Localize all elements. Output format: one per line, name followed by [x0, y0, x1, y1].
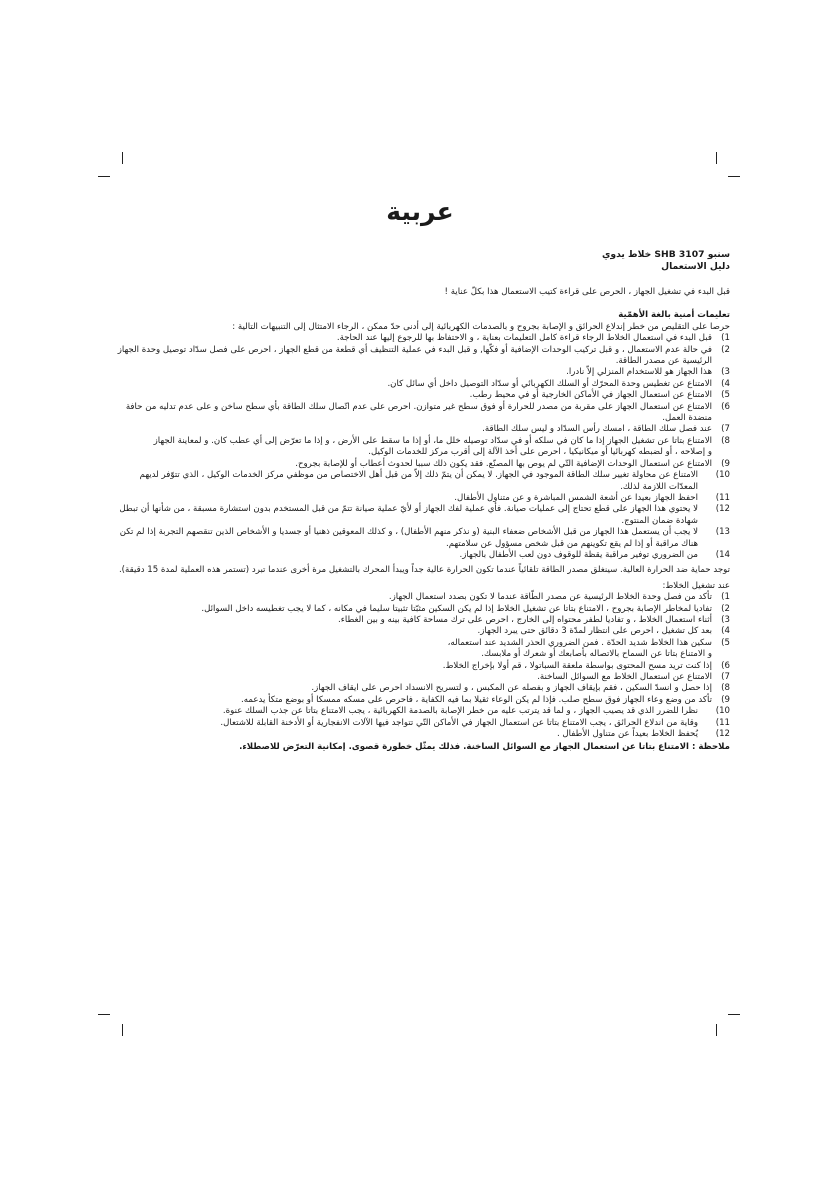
crop-mark-top-right-h: [728, 176, 740, 177]
safety-list: [110, 333, 730, 561]
safety-instruction-item: [110, 379, 730, 390]
safety-instruction-item-number: 11): [715, 492, 730, 503]
safety-instruction-item-text: و إصلاحه ، أو لضبطه كهربائيا أو ميكانيكيا ، احرص على أخذ الآلة إلى أقرب مركز للخدمات الوكيل.: [368, 447, 712, 458]
operation-instruction-item-text: و الامتناع بتاتا عن السماح بالاتصاله بأصابعك أو شعرك أو ملابسك.: [481, 649, 712, 660]
intro-text: قبل البدء في تشغيل الجهاز ، الحرص على قراءة كتيب الاستعمال هذا بكلّ عناية !: [444, 287, 730, 297]
safety-instruction-item-text: الامتناع عن استعمال الوحدات الإضافية التّي لم يوص بها المصنّع. فقد يكون ذلك سببا لحدوث أعطاب أو للإصابة بجروح.: [295, 458, 712, 469]
safety-instruction-item-text: الامتناع عن محاولة تغيير سلك الطاقة الموجود في الجهاز. لا يمكن أن يتمّ ذلك إلاّ من قبل أهل الاختصاص من موظفي مركز الخدمات الوكيل ، الذي تتوّفر لديهم المعدّات اللازمة لذلك.: [139, 470, 698, 492]
operation-instruction-item: [110, 672, 730, 683]
operation-instruction-item: [110, 695, 730, 706]
operation-instruction-item-text: أثناء استعمال الخلاط ، و تفاديا لطفر محتواه إلى الخارج ، احرص على ترك مساحة كافية بينه و بين الغطاء.: [338, 614, 712, 625]
safety-instruction-item-text: احفظ الجهاز بعيدا عن أشعة الشمس المباشرة و عن متناول الأطفال.: [454, 492, 698, 503]
safety-instruction-item: [110, 550, 730, 561]
safety-instruction-item-number: 9): [721, 458, 730, 469]
operation-heading: عند تشغيل الخلاط:: [662, 580, 730, 591]
crop-mark-top-left: [122, 152, 123, 164]
product-name: سنبو SHB 3107 خلاط يدوي: [601, 249, 730, 260]
operation-instruction-item-text: سكين هذا الخلاط شديد الحدّة . فمن الضروري الحذر الشديد عند استعماله،: [447, 637, 712, 648]
safety-instruction-item: [110, 470, 730, 493]
safety-instruction-item-number: 13): [715, 527, 730, 538]
safety-instruction-item-number: 7): [721, 424, 730, 435]
operation-instruction-item-text: نظرا للضرر الذي قد يصيب الجهاز ، و لما قد يترتب عليه من خطر الإصابة بالصدمة الكهربائية ، يجب الامتناع بتاتا عن جذب السلك عنوة.: [222, 706, 698, 717]
safety-instruction-item-number: 14): [715, 549, 730, 560]
operation-instruction-item-number: 7): [721, 672, 730, 682]
operation-instruction-item-number: 5): [721, 637, 730, 648]
crop-mark-bottom-right-h: [728, 1014, 740, 1015]
operation-instruction-item: [110, 683, 730, 694]
safety-instruction-item: [110, 447, 730, 458]
operation-list: [110, 592, 730, 740]
safety-instruction-item-number: 2): [721, 344, 730, 355]
safety-heading: تعليمات أمنية بالغة الأهمّية: [618, 310, 730, 321]
operation-instruction-item: [110, 706, 730, 717]
crop-mark-top-right: [716, 152, 717, 164]
operation-instruction-item-text: يُحفظ الخلاط بعيداً عن متناول الأطفال .: [556, 729, 698, 740]
manual-page: [110, 195, 730, 754]
crop-mark-bottom-left: [122, 1024, 123, 1036]
warning-note: ملاحظة : الامتناع بتاتا عن استعمال الجهاز مع السوائل الساخنة. فذلك يمثّل خطورة قصوى. إمكانية التعرّض للاصطلاء.: [239, 742, 730, 753]
safety-instruction-item-number: 12): [715, 504, 730, 515]
operation-instruction-item: [110, 729, 730, 740]
safety-instruction-item-text: قبل البدء في استعمال الخلاط الرجاء قراءة كامل التعليمات بعناية ، و الاحتفاظ بها للرجوع إليها عند الحاجة.: [336, 333, 712, 344]
safety-instruction-item-text: الامتناع عن تغطيس وحدة المحرّك أو السلك الكهربائي أو سدّاد التوصيل داخل أي سائل كان.: [387, 378, 712, 389]
safety-instruction-item: [110, 459, 730, 470]
language-title: عربية: [386, 197, 454, 226]
safety-instruction-item: [110, 527, 730, 550]
safety-instruction-item: [110, 367, 730, 378]
operation-instruction-item-text: إذا كنت تريد مسح المحتوى بواسطة ملعقة السباتولا ، قم أولا بإخراج الخلاط.: [442, 660, 712, 671]
operation-instruction-item: [110, 718, 730, 729]
safety-instruction-item: [110, 504, 730, 527]
safety-instruction-item-number: 4): [721, 378, 730, 389]
safety-instruction-item-number: 6): [721, 401, 730, 412]
operation-instruction-item-number: 6): [721, 660, 730, 671]
operation-instruction-item-text: تأكد من فصل وحدة الخلاط الرئيسية عن مصدر الطّاقة عندما لا تكون بصدد استعمال الجهاز.: [388, 592, 712, 603]
operation-instruction-item: [110, 649, 730, 660]
operation-instruction-item-number: 2): [721, 603, 730, 614]
operation-instruction-item-number: 12): [715, 729, 730, 740]
operation-instruction-item-text: الامتناع عن استعمال الخلاط مع السوائل الساخنة.: [537, 672, 712, 682]
operation-instruction-item: [110, 615, 730, 626]
safety-instruction-item-text: الامتناع عن استعمال الجهاز في الأماكن الخارجية أو في محيط رطب.: [469, 390, 712, 401]
crop-mark-bottom-left-h: [98, 1014, 110, 1015]
safety-instruction-item: [110, 333, 730, 344]
safety-instruction-item-number: 8): [721, 435, 730, 446]
crop-mark-top-left-h: [98, 176, 110, 177]
operation-instruction-item-number: 8): [721, 683, 730, 694]
thermal-protection-text: توجد حماية ضد الحرارة العالية. سينغلق مصدر الطاقة تلقائياً عندما تكون الحرارة عالية جداً ويبدأ المحرك بالتشغيل مرة أخرى عندما تبرد (تستمر هذه العملية لمدة 15 دقيقة).: [118, 565, 730, 576]
operation-instruction-item-number: 11): [715, 717, 730, 728]
manual-label: دليل الاستعمال: [661, 261, 730, 272]
operation-instruction-item: [110, 638, 730, 649]
safety-instruction-item-text: في حالة عدم الاستعمال ، و قبل تركيب الوحدات الإضافية أو فكّها, و قبل البدء في عملية التنظيف أي قطعة من قطع الجهاز ، احرص على فصل سدّاد توصيل وحدة الجهاز الرئيسية عن مصدر الطاقة.: [117, 344, 712, 367]
operation-instruction-item: [110, 661, 730, 672]
safety-instruction-item: [110, 345, 730, 368]
safety-instruction-item-number: 3): [721, 367, 730, 378]
safety-instruction-item: [110, 390, 730, 401]
operation-instruction-item-text: إذا حصل و انسدّ السكين ، فقم بإيقاف الجهاز و بفصله عن المكبس ، و لتسريح الانسداد احرص على ايقاف الجهاز.: [311, 683, 712, 694]
operation-instruction-item: [110, 604, 730, 615]
operation-instruction-item-text: وقاية من اندلاع الحرائق ، يجب الامتناع بتاتا عن استعمال الجهاز في الأماكن التّي تتواجد فيها الآلات الانفجارية أو الأدخنة القابلة للاشتعال.: [220, 717, 698, 728]
safety-instruction-item-text: الامتناع بتاتا عن تشغيل الجهاز إذا ما كان في سلكه أو في سدّاد توصيله خلل ما، أو إذا ما سقط على الأرض ، و إذا ما تعرّض إلى أي عطب كان. و لمعاينة الجهاز: [153, 435, 712, 446]
safety-instruction-item-text: عند فصل سلك الطاقة ، امسك رأس السدّاد و ليس سلك الطاقة.: [482, 424, 712, 435]
operation-instruction-item-text: تفاديا لمخاطر الإصابة بجروح ، الامتناع بتاتا عن تشغيل الخلاط إذا لم يكن السكين مثبّتا تثبيتا سليما في مكانه ، كما لا يجب تغطيسه داخل السوائل.: [201, 603, 712, 614]
safety-instruction-item: [110, 436, 730, 447]
operation-instruction-item-number: 10): [715, 706, 730, 717]
safety-instruction-item-number: 1): [721, 333, 730, 344]
operation-instruction-item-number: 1): [721, 592, 730, 603]
safety-instruction-item-number: 10): [715, 470, 730, 481]
safety-instruction-item: [110, 493, 730, 504]
operation-instruction-item-text: تأكد من وضع وعاء الجهاز فوق سطح صلب. فإذا لم يكن الوعاء ثقيلا بما فيه الكفاية ، فاحرص على مسكه ممسكا أو بوضع متكأ يدعمه.: [241, 694, 712, 705]
operation-instruction-item: [110, 592, 730, 603]
operation-instruction-item-text: بعد كل تشغيل ، احرص على انتظار لمدّة 3 دقائق حتى يبرد الجهاز.: [477, 626, 712, 637]
safety-instruction-item-text: الامتناع عن استعمال الجهاز على مقربة من مصدر للحرارة أو فوق سطح غير متوازن. احرص على عدم اتّصال سلك الطاقة بأي سطح ساخن و على عدم تدليه من حافة منضدة العمل.: [125, 401, 712, 424]
safety-instruction-item-text: هذا الجهاز هو للاستخدام المنزلي إلاّ نادرا.: [566, 367, 712, 378]
safety-instruction-item-text: من الضروري توفير مراقبة يقظة للوقوف دون لعب الأطفال بالجهاز.: [459, 549, 698, 560]
safety-instruction-item: [110, 424, 730, 435]
safety-instruction-item-text: لا يحتوي هذا الجهاز على قطع تحتاج إلى عمليات صيانة. فأي عملية لفك الجهاز أو لأيّ عملية صيانة تتمّ من قبل المستخدم بدون استشارة مسبقة ، من شأنها أن تبطل شهادة ضمان المنتوج.: [119, 504, 698, 526]
safety-instruction-item: [110, 402, 730, 425]
crop-mark-bottom-right: [716, 1024, 717, 1036]
safety-instruction-item-text: لا يجب أن يستعمل هذا الجهاز من قبل الأشخاص ضعفاء البنية (و نذكر منهم الأطفال) ، و كذلك المعوقين ذهنيا أو جسديا و الأشخاص الذين تنقصهم التجربة إذا لم تكن هناك مراقبة أو إذا لم يقع تكوينهم من قبل شخص مسؤول عن سلامتهم.: [119, 527, 698, 549]
operation-instruction-item-number: 4): [721, 626, 730, 637]
operation-instruction-item-number: 3): [721, 614, 730, 625]
operation-instruction-item-number: 9): [721, 694, 730, 705]
safety-lead: حرصا على التقليص من خطر إندلاع الحرائق و الإصابة بجروح و بالصدمات الكهربائية إلى أدنى حدّ ممكن ، الرجاء الامتثال إلى التنبيهات التالية :: [232, 321, 730, 332]
operation-instruction-item: [110, 626, 730, 637]
safety-instruction-item-number: 5): [721, 390, 730, 401]
